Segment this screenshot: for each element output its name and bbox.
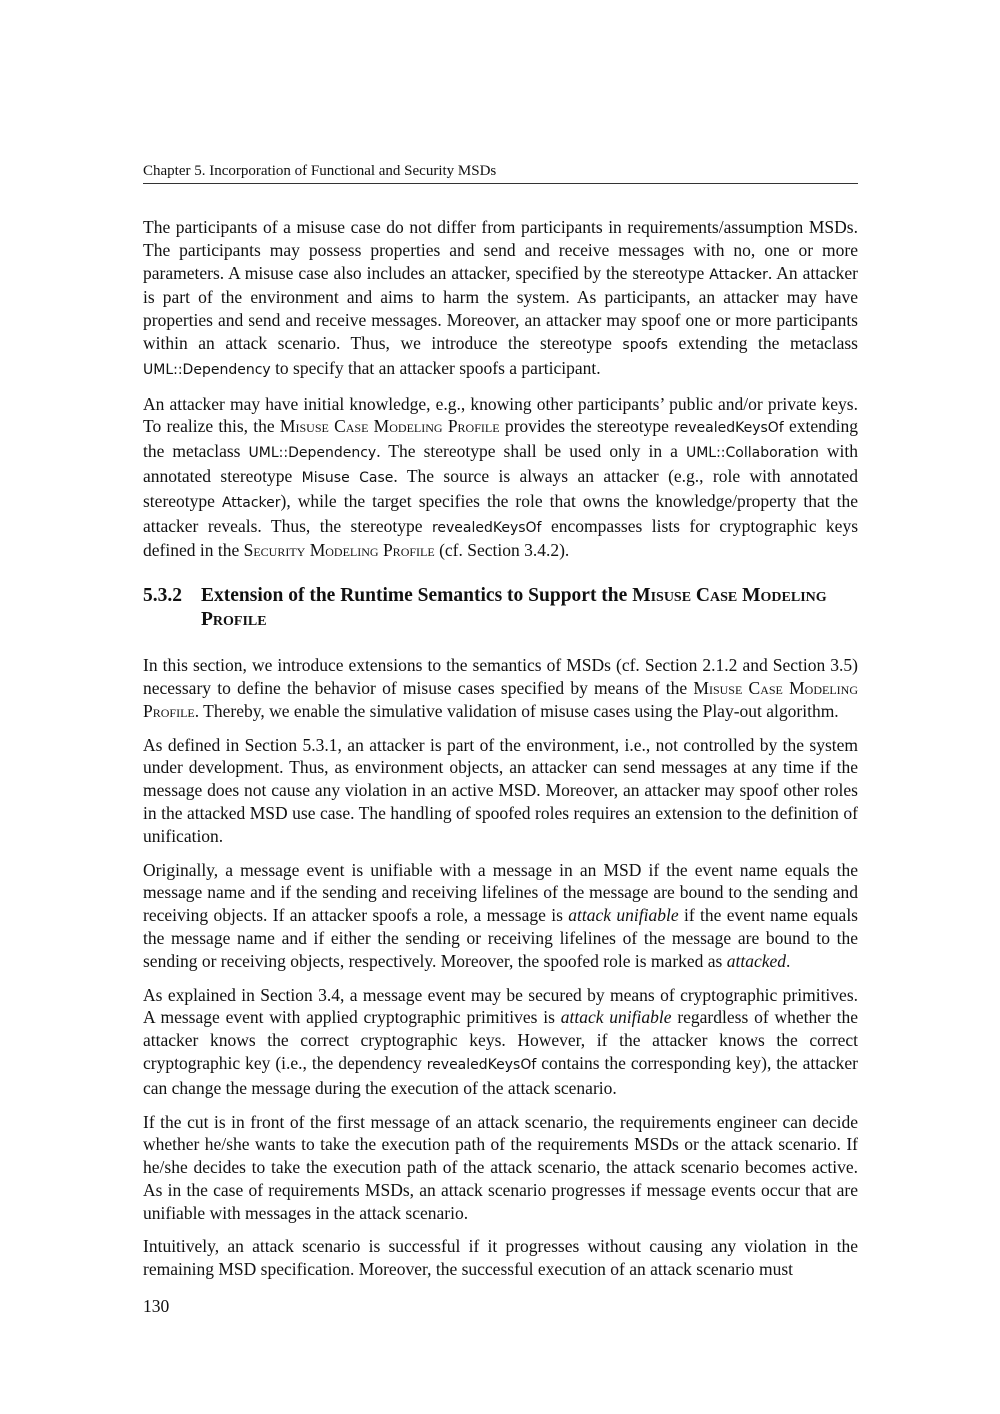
profile-name: Misuse Case Modeling Profile <box>279 416 500 437</box>
paragraph-introduction: In this section, we introduce extensions to the semantics of MSDs (cf. Section 2.1.2 and Section 3.5) necessary to define the behavior of misuse cases specified by means of the Misuse Case Modeling Profile. Thereby, we enable the simulative validation of misuse cases using the Play-out algorithm. <box>143 655 858 721</box>
paragraph-cryptographic: As explained in Section 3.4, a message event may be secured by means of cryptographic primitives. A message event with applied cryptographic primitives is attack unifiable regardless of whether the attacker knows the correct cryptographic keys. However, if the attacker knows the correct cryptographic key (i.e., the dependency revealedKeysOf contains the corresponding key), the attacker can change the message during the execution of the attack scenario. <box>143 984 858 1098</box>
paragraph-unification: Originally, a message event is unifiable with a message in an MSD if the event name equals the message name and if the sending and receiving lifelines of the message are bound to the sending and receiving objects. If an attacker spoofs a role, a message is attack unifiable if the event name equals the message name and if either the sending or receiving lifelines of the message are bound to the sending or receiving objects, respectively. Moreover, the spoofed role is marked as attacked. <box>143 859 858 971</box>
page <box>143 0 858 1414</box>
section-number: 5.3.2 <box>143 585 182 607</box>
paragraph-participants: The participants of a misuse case do not differ from participants in requirements/assumption MSDs. The participants may possess properties and send and receive messages with no, one or more parameters. A misuse case also includes an attacker, specified by the stereotype Attacker. An attacker is part of the environment and aims to harm the system. As participants, an attacker may have properties and send and receive messages. Moreover, an attacker may spoof one or more participants within an attack scenario. Thus, we introduce the stereotype spoofs extending the metaclass UML::Dependency to specify that an attacker spoofs a participant. <box>143 217 858 378</box>
metaclass-dependency: UML::Dependency <box>248 445 377 462</box>
section-heading <box>143 584 858 632</box>
page-number: 130 <box>143 1296 170 1316</box>
stereotype-spoofs: spoofs <box>622 336 668 353</box>
stereotype-misuse-case: Misuse Case <box>301 469 394 486</box>
stereotype-revealedkeysof: revealedKeysOf <box>674 420 784 437</box>
stereotype-revealedkeysof: revealedKeysOf <box>426 1056 537 1073</box>
stereotype-attacker: Attacker <box>709 266 768 283</box>
metaclass-collaboration: UML::Collaboration <box>685 445 819 462</box>
section-title: Extension of the Runtime Semantics to Support the Misuse Case Modeling Profile <box>201 585 827 631</box>
body-text <box>143 216 858 1292</box>
paragraph-environment: As defined in Section 5.3.1, an attacker is part of the environment, i.e., not controlled by the system under development. Thus, as environment objects, an attacker can send messages at any time if the message does not cause any violation in an active MSD. Moreover, an attacker may spoof other roles in the attacked MSD use case. The handling of spoofed roles requires an extension to the definition of unification. <box>143 734 858 846</box>
paragraph-initial-knowledge: An attacker may have initial knowledge, e.g., knowing other participants’ public and/or private keys. To realize this, the Misuse Case Modeling Profile provides the stereotype revealedKeysOf extending the metaclass UML::Dependency. The stereotype shall be used only in a UML::Collaboration with annotated stereotype Misuse Case. The source is always an attacker (e.g., role with annotated stereotype Attacker), while the target specifies the role that owns the knowledge/property that the attacker reveals. Thus, the stereotype revealedKeysOf encompasses lists for cryptographic keys defined in the Security Modeling Profile (cf. Section 3.4.2). <box>143 393 859 561</box>
metaclass-dependency: UML::Dependency <box>143 361 271 378</box>
paragraph-successful: Intuitively, an attack scenario is successful if it progresses without causing any violation in the remaining MSD specification. Moreover, the successful execution of an attack scenario must <box>143 1236 858 1280</box>
stereotype-revealedkeysof: revealedKeysOf <box>431 519 542 536</box>
paragraph-cut: If the cut is in front of the first message of an attack scenario, the requirements engineer can decide whether he/she wants to take the execution path of the requirements MSDs or the attack scenario. If he/she decides to take the execution path of the attack scenario, the attack scenario becomes active. As in the case of requirements MSDs, an attack scenario progresses if message events occur that are unifiable with messages in the attack scenario. <box>143 1111 858 1223</box>
profile-name: Misuse Case Modeling Profile <box>143 677 858 721</box>
term-attack-unifiable: attack unifiable <box>568 905 679 926</box>
running-header: Chapter 5. Incorporation of Functional and Security MSDs <box>143 160 858 184</box>
stereotype-attacker: Attacker <box>221 494 281 511</box>
profile-name: Security Modeling Profile <box>243 540 435 561</box>
term-attacked: attacked <box>726 950 787 971</box>
term-attack-unifiable: attack unifiable <box>560 1007 672 1028</box>
